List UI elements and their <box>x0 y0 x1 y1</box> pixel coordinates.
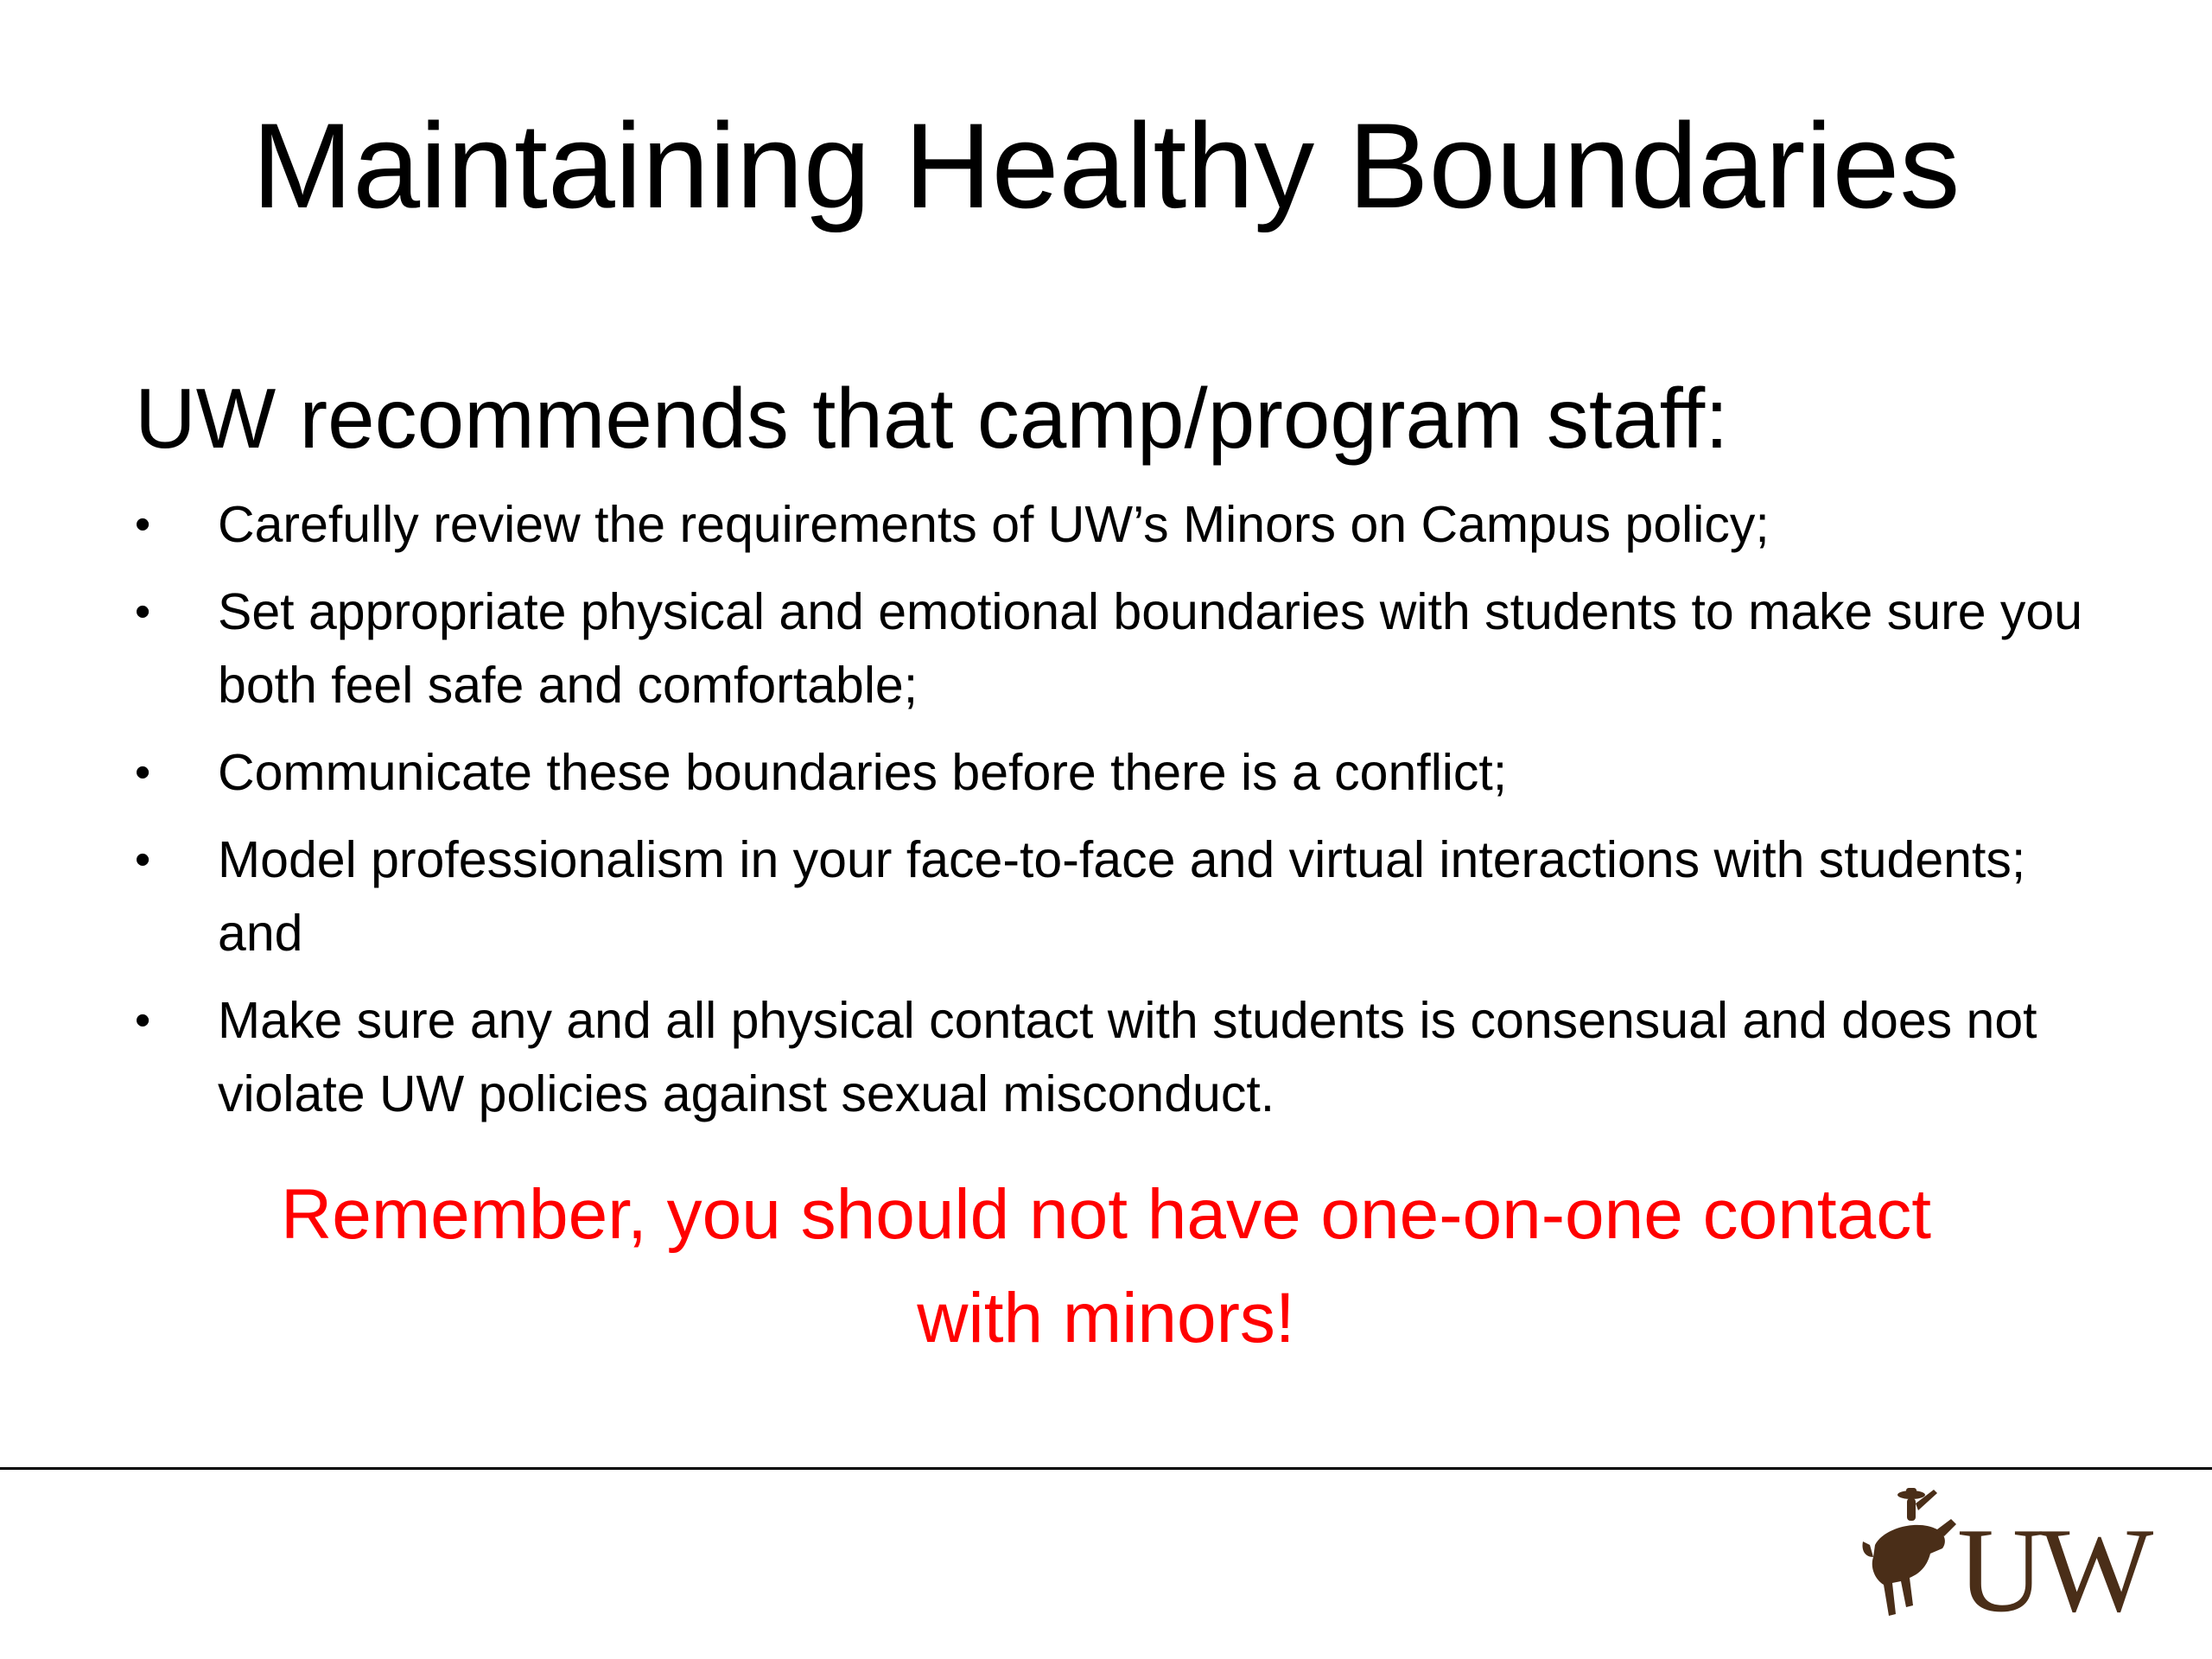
reminder-text <box>156 1163 2056 1370</box>
bullet-icon: • <box>135 587 151 637</box>
bucking-horse-rider-icon <box>1858 1484 1961 1631</box>
reminder-line-2: with minors! <box>917 1279 1295 1357</box>
bullet-icon: • <box>135 499 151 550</box>
bullet-text: Set appropriate physical and emotional boundaries with students to make sure you both feel safe and comfortable; <box>218 583 2083 714</box>
subheading: UW recommends that camp/program staff: <box>135 371 1729 466</box>
bullet-item <box>135 984 2122 1131</box>
footer-divider <box>0 1467 2212 1470</box>
bullet-item <box>135 736 2122 810</box>
bullet-text: Carefully review the requirements of UW’s Minors on Campus policy; <box>218 496 1770 553</box>
uw-logo-text: UW <box>1957 1503 2149 1637</box>
bullet-icon: • <box>135 835 151 885</box>
bullet-list <box>135 488 2122 1145</box>
bullet-icon: • <box>135 747 151 798</box>
reminder-line-1: Remember, you should not have one-on-one contact <box>281 1175 1931 1254</box>
slide-title: Maintaining Healthy Boundaries <box>251 98 1961 233</box>
bullet-icon: • <box>135 995 151 1046</box>
bullet-item <box>135 488 2122 562</box>
bullet-item <box>135 575 2122 722</box>
bullet-text: Make sure any and all physical contact with students is consensual and does not violate UW policies against sexual misconduct. <box>218 992 2037 1122</box>
bullet-text: Communicate these boundaries before there is a conflict; <box>218 744 1508 801</box>
bullet-item <box>135 823 2122 970</box>
uw-logo <box>1858 1484 2186 1636</box>
bullet-text: Model professionalism in your face-to-face and virtual interactions with students; and <box>218 831 2026 962</box>
